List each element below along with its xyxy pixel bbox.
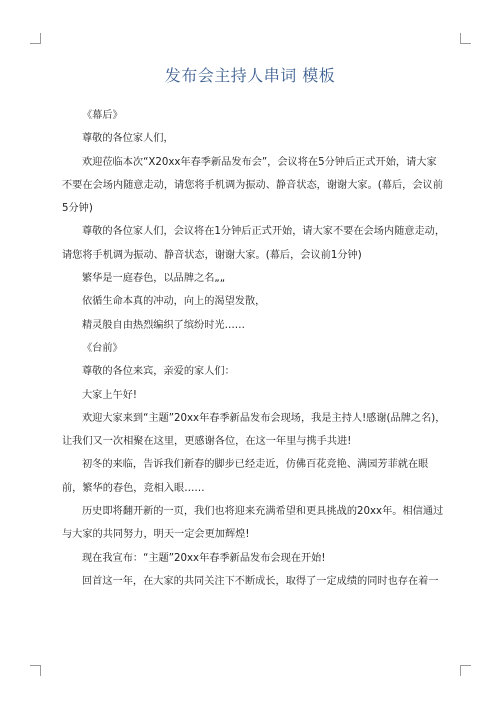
paragraph: 历史即将翻开新的一页，我们也将迎来充满希望和更具挑战的20xx年。相信通过与大家的共同努力，明天一定会更加辉煌! xyxy=(62,506,444,541)
paragraph: 欢迎大家来到“主题”20xx年春季新品发布会现场，我是主持人!感谢(品牌之名)，让我们又一次相聚在这里，更感谢各位，在这一年里与携手共进! xyxy=(62,412,446,448)
paragraph-backstage-heading: 《幕后》 xyxy=(82,110,123,121)
paragraph: 依循生命本真的冲动，向上的渴望发散， xyxy=(82,296,266,308)
document-title: 发布会主持人串词 模板 xyxy=(164,66,336,85)
paragraph: 繁华是一庭春色，以品牌之名„„ xyxy=(82,273,225,285)
paragraph: 现在我宣布：“主题”20xx年春季新品发布会现在开始! xyxy=(82,552,326,564)
paragraph: 尊敬的各位家人们，会议将在1分钟后正式开始，请大家不要在会场内随意走动，请您将手机调为振动、静音状态，谢谢大家。(幕后，会议前1分钟) xyxy=(62,226,446,261)
paragraph: 尊敬的各位来宾，亲爱的家人们： xyxy=(82,366,235,378)
paragraph: 欢迎莅临本次“X20xx年春季新品发布会”，会议将在5分钟后正式开始，请大家不要在会场内随意走动，请您将手机调为振动、静音状态，谢谢大家。(幕后，会议前5分钟) xyxy=(62,156,443,215)
crop-mark-bottom-left xyxy=(30,665,41,676)
paragraph: 初冬的来临，告诉我们新春的脚步已经走近，仿佛百花竞艳、满园芳菲就在眼前，繁华的春色，竞相入眼…… xyxy=(62,459,429,494)
paragraph: 精灵般自由热烈编织了缤纷时光…… xyxy=(82,319,245,331)
paragraph: 大家上午好! xyxy=(82,389,138,401)
paragraph: 尊敬的各位家人们， xyxy=(82,133,174,145)
paragraph-stage-heading: 《台前》 xyxy=(82,342,123,354)
document-body xyxy=(62,104,446,593)
crop-mark-bottom-right xyxy=(460,665,471,676)
paragraph: 回首这一年，在大家的共同关注下不断成长，取得了一定成绩的同时也存在着一 xyxy=(82,575,439,587)
crop-mark-top-right xyxy=(460,33,471,44)
crop-mark-top-left xyxy=(30,33,41,44)
